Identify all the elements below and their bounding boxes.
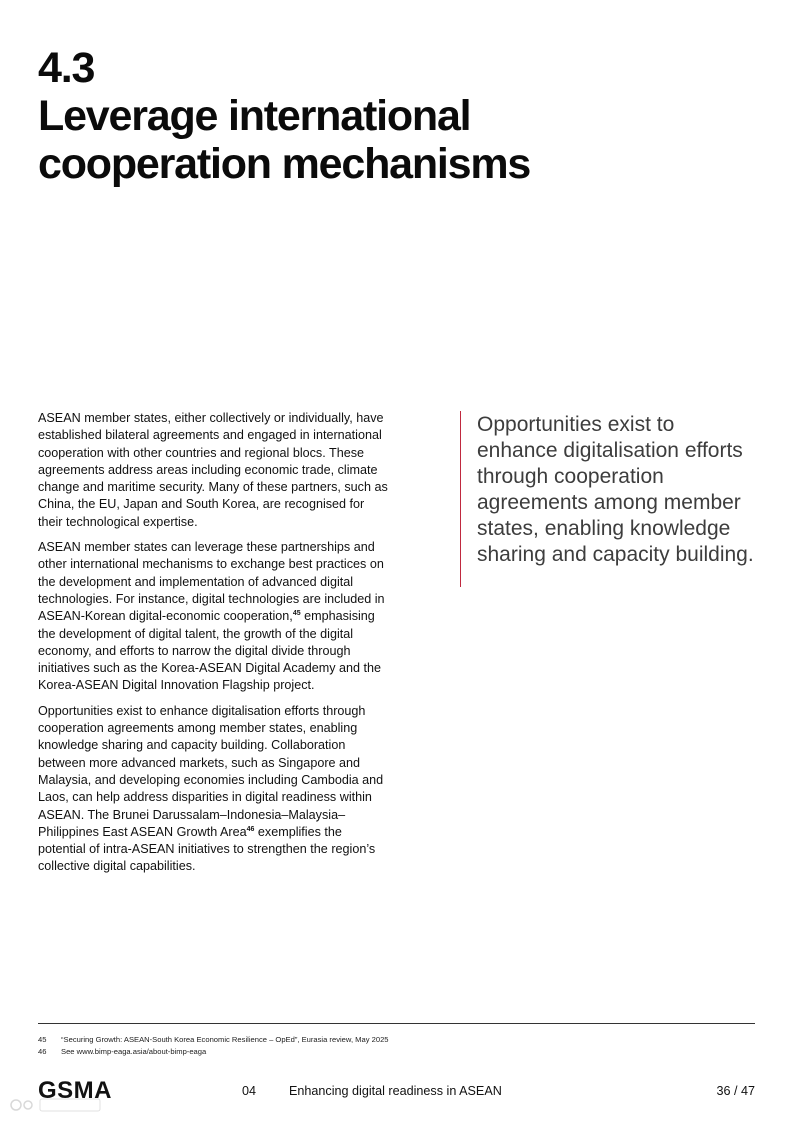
paragraph-2-part-b: emphasising the development of digital talent, the growth of the digital economy, and efforts to narrow the digital divide through initiatives such as the Korea-ASEAN Digital Academy and the Korea-ASEAN Digital Innovation Flagship project. [38,609,382,693]
footnote-number: 45 [38,1035,47,1044]
chapter-number: 04 [242,1084,257,1098]
footnote-number: 46 [38,1047,47,1056]
footnote-45 [38,1034,755,1046]
paragraph-3 [38,703,390,876]
footnotes [38,1034,755,1058]
paragraph-2-part-a: ASEAN member states can leverage these partnerships and other international mechanisms to exchange best practices on the development and implementation of advanced digital technologies. For instance, digital technologies are included in ASEAN-Korean digital-economic cooperation, [38,540,385,624]
pull-quote-text: Opportunities exist to enhance digitalisation efforts through cooperation agreements among member states, enabling knowledge sharing and capacity building. [477,413,754,566]
paragraph-3-part-b: exemplifies the potential of intra-ASEAN initiatives to strengthen the region’s collective digital capabilities. [38,824,376,874]
paragraph-1: ASEAN member states, either collectively or individually, have established bilateral agreements and engaged in international cooperation with other countries and regional blocs. These agreements address areas including economic trade, climate change and maritime security. Many of these partners, such as China, the EU, Japan and South Korea, are recognised for their technological expertise. [38,411,388,529]
section-title-line1: Leverage international [38,92,471,140]
body-text-column [38,410,390,884]
footnote-divider [38,1023,755,1024]
pull-quote [460,411,756,587]
chapter-title: Enhancing digital readiness in ASEAN [289,1084,502,1098]
footnote-ref-45[interactable]: 45 [292,610,301,618]
paragraph-2 [38,539,390,695]
page-footer [38,1076,755,1106]
paragraph-3-part-a: Opportunities exist to enhance digitalisation efforts through cooperation agreements among member states, enabling knowledge sharing and capacity building. Collaboration between more advanced markets, such as Singapore and Malaysia, and developing economies including Cambodia and Laos, can help address disparities in digital readiness within ASEAN. The Brunei Darussalam–Indonesia–Malaysia–Philippines East ASEAN Growth Area [38,703,384,839]
watermark-icon [8,1095,108,1115]
page-indicator: 36 / 47 [716,1084,755,1098]
section-number: 4.3 [38,44,95,92]
footnote-46 [38,1046,755,1058]
footnote-text: “Securing Growth: ASEAN-South Korea Economic Resilience – OpEd”, Eurasia review, May 2025 [61,1035,389,1044]
section-heading [38,44,738,188]
footnote-ref-46[interactable]: 46 [246,825,255,833]
gsma-logo-text: GSMA [38,1078,112,1102]
section-title-line2: cooperation mechanisms [38,140,531,188]
footnote-link[interactable]: See www.bimp-eaga.asia/about-bimp-eaga [61,1047,207,1056]
